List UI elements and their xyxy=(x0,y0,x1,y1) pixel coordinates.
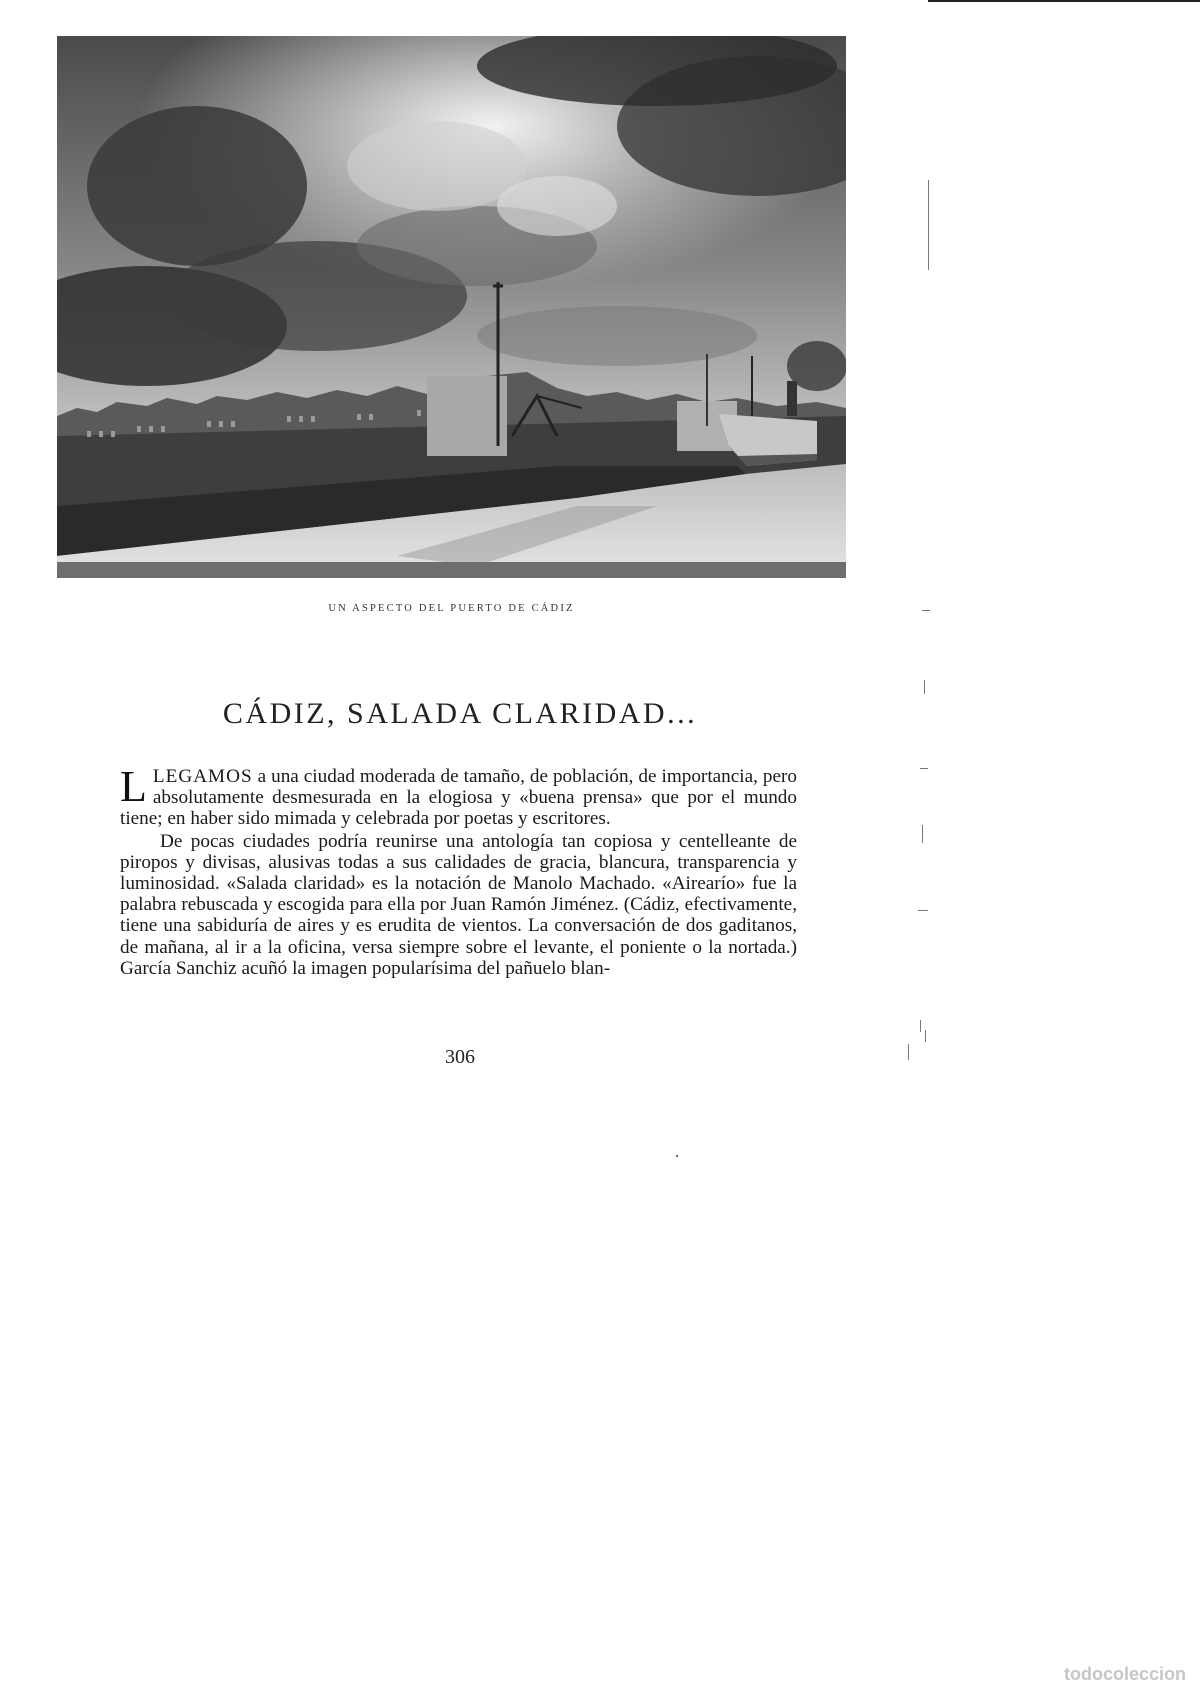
page-number: 306 xyxy=(445,1046,475,1068)
lead-word: LEGAMOS xyxy=(152,766,253,787)
scan-speck xyxy=(676,1155,678,1157)
harbor-photo-image xyxy=(57,36,846,578)
article-title: CÁDIZ, SALADA CLARIDAD... xyxy=(222,697,698,730)
paragraph-2: De pocas ciudades podría reunirse una antología tan copiosa y centelleante de piropos y divisas, alusivas todas a sus calidades de gracia, blancura, transparencia y luminosidad. «Salada claridad» es la notación de Manolo Machado. «Airearío» fue la palabra rebuscada y escogida para ella por Juan Ramón Jiménez. (Cádiz, efectivamente, tiene una sabiduría de aires y es erudita de vientos. La conversación de dos gaditanos, de mañana, al ir a la oficina, versa siempre sobre el levante, el poniente o la nortada.) García Sanchiz acuñó la imagen popularísima del pañuelo blan- xyxy=(120,830,797,979)
drop-cap: L xyxy=(120,762,147,811)
scan-edge-line xyxy=(928,0,1200,2)
article-body xyxy=(120,762,797,979)
paragraph-1 xyxy=(120,762,797,830)
watermark-text: todocoleccion xyxy=(1063,1664,1186,1684)
paragraph-1-text: a una ciudad moderada de tamaño, de población, de importancia, pero absolutamente desmesurada en la elogiosa y «buena prensa» que por el mundo tiene; en haber sido mimada y celebrada por poetas y escritores. xyxy=(120,766,797,830)
photo-caption: UN ASPECTO DEL PUERTO DE CÁDIZ xyxy=(328,603,575,614)
scan-margin-marks xyxy=(900,160,940,1080)
harbor-photograph xyxy=(57,36,846,578)
